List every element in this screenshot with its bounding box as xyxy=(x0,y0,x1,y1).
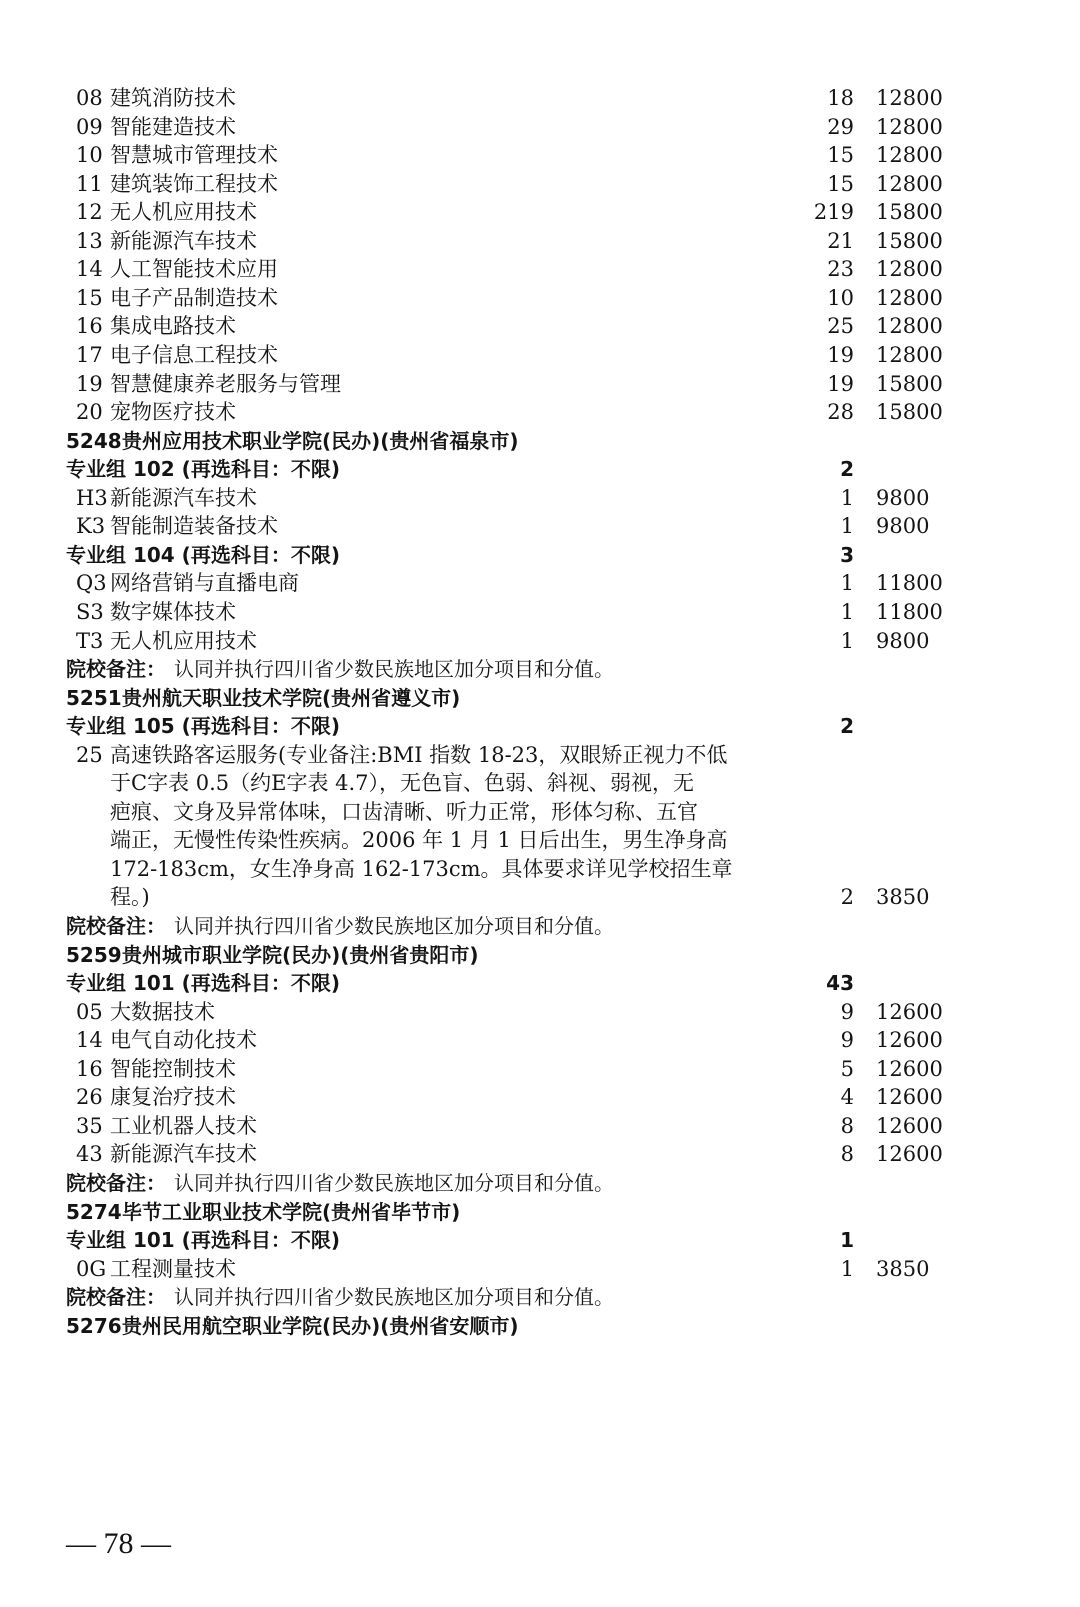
major-name: 智能制造装备技术 xyxy=(110,514,278,539)
major-name: 康复治疗技术 xyxy=(110,1085,236,1110)
major-name: 智能控制技术 xyxy=(110,1056,236,1081)
major-row xyxy=(0,855,1080,884)
school-name: 贵州航天职业技术学院(贵州省遵义市) xyxy=(122,685,461,710)
group-count: 3 xyxy=(840,542,854,567)
plan-count: 15 xyxy=(827,143,854,168)
plan-count: 2 xyxy=(840,885,854,910)
major-code: 20 xyxy=(76,400,103,425)
major-row xyxy=(0,769,1080,798)
major-name: 172-183cm，女生净身高 162-173cm。具体要求详见学校招生章 xyxy=(110,856,733,881)
major-row xyxy=(0,1083,1080,1112)
major-code: 11 xyxy=(76,171,103,196)
major-name: 宠物医疗技术 xyxy=(110,400,236,425)
plan-count: 219 xyxy=(813,200,854,225)
tuition-fee: 3850 xyxy=(876,885,930,910)
school-header xyxy=(0,1312,1080,1341)
school-code: 5248 xyxy=(66,428,122,453)
major-row xyxy=(0,113,1080,142)
school-code: 5251 xyxy=(66,685,122,710)
major-group-label: 专业组 105 (再选科目：不限) xyxy=(66,714,340,739)
major-name: 新能源汽车技术 xyxy=(110,1142,257,1167)
school-note-text: 认同并执行四川省少数民族地区加分项目和分值。 xyxy=(174,1285,614,1310)
tuition-fee: 12600 xyxy=(876,1056,943,1081)
tuition-fee: 12600 xyxy=(876,1085,943,1110)
plan-count: 8 xyxy=(840,1142,854,1167)
plan-count: 10 xyxy=(827,285,854,310)
major-code: 25 xyxy=(76,742,103,767)
major-group-header xyxy=(0,455,1080,484)
major-code: 19 xyxy=(76,371,103,396)
tuition-fee: 9800 xyxy=(876,628,930,653)
tuition-fee: 12600 xyxy=(876,999,943,1024)
major-row xyxy=(0,826,1080,855)
major-code: 17 xyxy=(76,342,103,367)
major-row xyxy=(0,141,1080,170)
school-note xyxy=(0,1169,1080,1198)
school-code: 5274 xyxy=(66,1199,122,1224)
major-row xyxy=(0,1026,1080,1055)
major-code: 16 xyxy=(76,314,103,339)
tuition-fee: 12800 xyxy=(876,285,943,310)
major-name: 数字媒体技术 xyxy=(110,599,236,624)
plan-count: 23 xyxy=(827,257,854,282)
plan-count: 9 xyxy=(840,1028,854,1053)
major-row xyxy=(0,1255,1080,1284)
major-code: 0G xyxy=(76,1256,107,1281)
major-code: S3 xyxy=(76,599,104,624)
tuition-fee: 12600 xyxy=(876,1142,943,1167)
tuition-fee: 3850 xyxy=(876,1256,930,1281)
major-code: 09 xyxy=(76,114,103,139)
tuition-fee: 15800 xyxy=(876,200,943,225)
plan-count: 18 xyxy=(827,86,854,110)
plan-count: 1 xyxy=(840,571,854,596)
major-row xyxy=(0,170,1080,199)
major-row xyxy=(0,741,1080,770)
plan-count: 15 xyxy=(827,171,854,196)
group-count: 1 xyxy=(840,1228,854,1252)
plan-count: 9 xyxy=(840,999,854,1024)
school-header xyxy=(0,941,1080,970)
major-row xyxy=(0,598,1080,627)
major-name: 新能源汽车技术 xyxy=(110,485,257,510)
school-note-text: 认同并执行四川省少数民族地区加分项目和分值。 xyxy=(174,914,614,938)
major-code: 43 xyxy=(76,1142,103,1167)
plan-count: 19 xyxy=(827,371,854,396)
tuition-fee: 12800 xyxy=(876,143,943,168)
major-row xyxy=(0,312,1080,341)
tuition-fee: 12800 xyxy=(876,257,943,282)
major-name: 电子信息工程技术 xyxy=(110,342,278,367)
major-name: 智能建造技术 xyxy=(110,114,236,139)
major-row xyxy=(0,255,1080,284)
major-code: 14 xyxy=(76,257,103,282)
major-row xyxy=(0,227,1080,256)
school-note xyxy=(0,655,1080,684)
major-row xyxy=(0,341,1080,370)
major-name: 工业机器人技术 xyxy=(110,1113,257,1138)
school-note-text: 认同并执行四川省少数民族地区加分项目和分值。 xyxy=(174,1170,614,1195)
major-name: 电气自动化技术 xyxy=(110,1028,257,1053)
major-name: 程。) xyxy=(110,885,150,910)
major-group-header xyxy=(0,541,1080,570)
school-note-text: 认同并执行四川省少数民族地区加分项目和分值。 xyxy=(174,657,614,681)
major-name: 集成电路技术 xyxy=(110,314,236,339)
major-group-label: 专业组 104 (再选科目：不限) xyxy=(66,542,340,567)
tuition-fee: 12800 xyxy=(876,342,943,367)
major-code: 26 xyxy=(76,1085,103,1110)
plan-count: 28 xyxy=(827,400,854,425)
major-row xyxy=(0,284,1080,313)
major-row xyxy=(0,198,1080,227)
major-code: 12 xyxy=(76,200,103,225)
tuition-fee: 12600 xyxy=(876,1113,943,1138)
major-row xyxy=(0,883,1080,912)
major-group-header xyxy=(0,969,1080,998)
major-name: 智慧城市管理技术 xyxy=(110,143,278,168)
major-row xyxy=(0,627,1080,656)
page-number: — 78 — xyxy=(66,1527,171,1560)
major-row xyxy=(0,798,1080,827)
major-code: T3 xyxy=(76,628,104,653)
major-group-header xyxy=(0,1226,1080,1255)
school-note xyxy=(0,1283,1080,1312)
school-note-label: 院校备注： xyxy=(66,914,166,938)
tuition-fee: 12800 xyxy=(876,86,943,110)
tuition-fee: 12600 xyxy=(876,1028,943,1053)
major-name: 于C字表 0.5（约E字表 4.7），无色盲、色弱、斜视、弱视，无 xyxy=(110,771,695,796)
plan-count: 1 xyxy=(840,514,854,539)
tuition-fee: 9800 xyxy=(876,514,930,539)
major-row xyxy=(0,1055,1080,1084)
school-code: 5276 xyxy=(66,1313,122,1338)
major-row xyxy=(0,512,1080,541)
tuition-fee: 15800 xyxy=(876,400,943,425)
tuition-fee: 11800 xyxy=(876,599,943,624)
school-header xyxy=(0,1198,1080,1227)
school-note xyxy=(0,912,1080,941)
school-note-label: 院校备注： xyxy=(66,1170,166,1195)
major-code: 16 xyxy=(76,1056,103,1081)
school-name: 贵州城市职业学院(民办)(贵州省贵阳市) xyxy=(122,942,479,967)
tuition-fee: 12800 xyxy=(876,114,943,139)
major-name: 无人机应用技术 xyxy=(110,200,257,225)
plan-count: 25 xyxy=(827,314,854,339)
major-code: Q3 xyxy=(76,571,107,596)
major-row xyxy=(0,370,1080,399)
plan-count: 21 xyxy=(827,228,854,253)
tuition-fee: 15800 xyxy=(876,371,943,396)
major-name: 工程测量技术 xyxy=(110,1256,236,1281)
major-row xyxy=(0,398,1080,427)
school-code: 5259 xyxy=(66,942,122,967)
plan-count: 1 xyxy=(840,485,854,510)
major-row xyxy=(0,569,1080,598)
major-name: 建筑装饰工程技术 xyxy=(110,171,278,196)
major-name: 网络营销与直播电商 xyxy=(110,571,299,596)
major-code: 15 xyxy=(76,285,103,310)
major-name: 电子产品制造技术 xyxy=(110,285,278,310)
major-name: 端正，无慢性传染性疾病。2006 年 1 月 1 日后出生，男生净身高 xyxy=(110,828,728,853)
major-name: 无人机应用技术 xyxy=(110,628,257,653)
tuition-fee: 12800 xyxy=(876,171,943,196)
major-row xyxy=(0,998,1080,1027)
major-name: 疤痕、文身及异常体味，口齿清晰、听力正常，形体匀称、五官 xyxy=(110,799,698,824)
major-group-label: 专业组 102 (再选科目：不限) xyxy=(66,457,340,482)
major-code: 13 xyxy=(76,228,103,253)
major-name: 新能源汽车技术 xyxy=(110,228,257,253)
major-name: 智慧健康养老服务与管理 xyxy=(110,371,341,396)
plan-count: 4 xyxy=(840,1085,854,1110)
major-code: 08 xyxy=(76,86,103,110)
major-code: 14 xyxy=(76,1028,103,1053)
plan-count: 8 xyxy=(840,1113,854,1138)
major-row xyxy=(0,84,1080,113)
major-name: 人工智能技术应用 xyxy=(110,257,278,282)
school-name: 贵州应用技术职业学院(民办)(贵州省福泉市) xyxy=(122,428,519,453)
major-group-header xyxy=(0,712,1080,741)
plan-count: 1 xyxy=(840,599,854,624)
major-group-label: 专业组 101 (再选科目：不限) xyxy=(66,1228,340,1252)
major-name: 高速铁路客运服务(专业备注:BMI 指数 18-23，双眼矫正视力不低 xyxy=(110,742,728,767)
major-code: 05 xyxy=(76,999,103,1024)
major-code: K3 xyxy=(76,514,106,539)
major-row xyxy=(0,1140,1080,1169)
school-note-label: 院校备注： xyxy=(66,657,166,681)
major-group-label: 专业组 101 (再选科目：不限) xyxy=(66,971,340,996)
plan-count: 1 xyxy=(840,628,854,653)
tuition-fee: 11800 xyxy=(876,571,943,596)
school-name: 贵州民用航空职业学院(民办)(贵州省安顺市) xyxy=(122,1313,519,1338)
major-code: 10 xyxy=(76,143,103,168)
major-code: H3 xyxy=(76,485,108,510)
group-count: 2 xyxy=(840,457,854,482)
major-name: 建筑消防技术 xyxy=(110,86,236,110)
major-name: 大数据技术 xyxy=(110,999,215,1024)
plan-count: 1 xyxy=(840,1256,854,1281)
group-count: 43 xyxy=(826,971,854,996)
school-header xyxy=(0,427,1080,456)
plan-count: 29 xyxy=(827,114,854,139)
tuition-fee: 12800 xyxy=(876,314,943,339)
plan-count: 19 xyxy=(827,342,854,367)
tuition-fee: 15800 xyxy=(876,228,943,253)
school-header xyxy=(0,684,1080,713)
major-row xyxy=(0,1112,1080,1141)
major-row xyxy=(0,484,1080,513)
major-code: 35 xyxy=(76,1113,103,1138)
plan-count: 5 xyxy=(840,1056,854,1081)
tuition-fee: 9800 xyxy=(876,485,930,510)
group-count: 2 xyxy=(840,714,854,739)
school-name: 毕节工业职业技术学院(贵州省毕节市) xyxy=(122,1199,461,1224)
school-note-label: 院校备注： xyxy=(66,1285,166,1310)
